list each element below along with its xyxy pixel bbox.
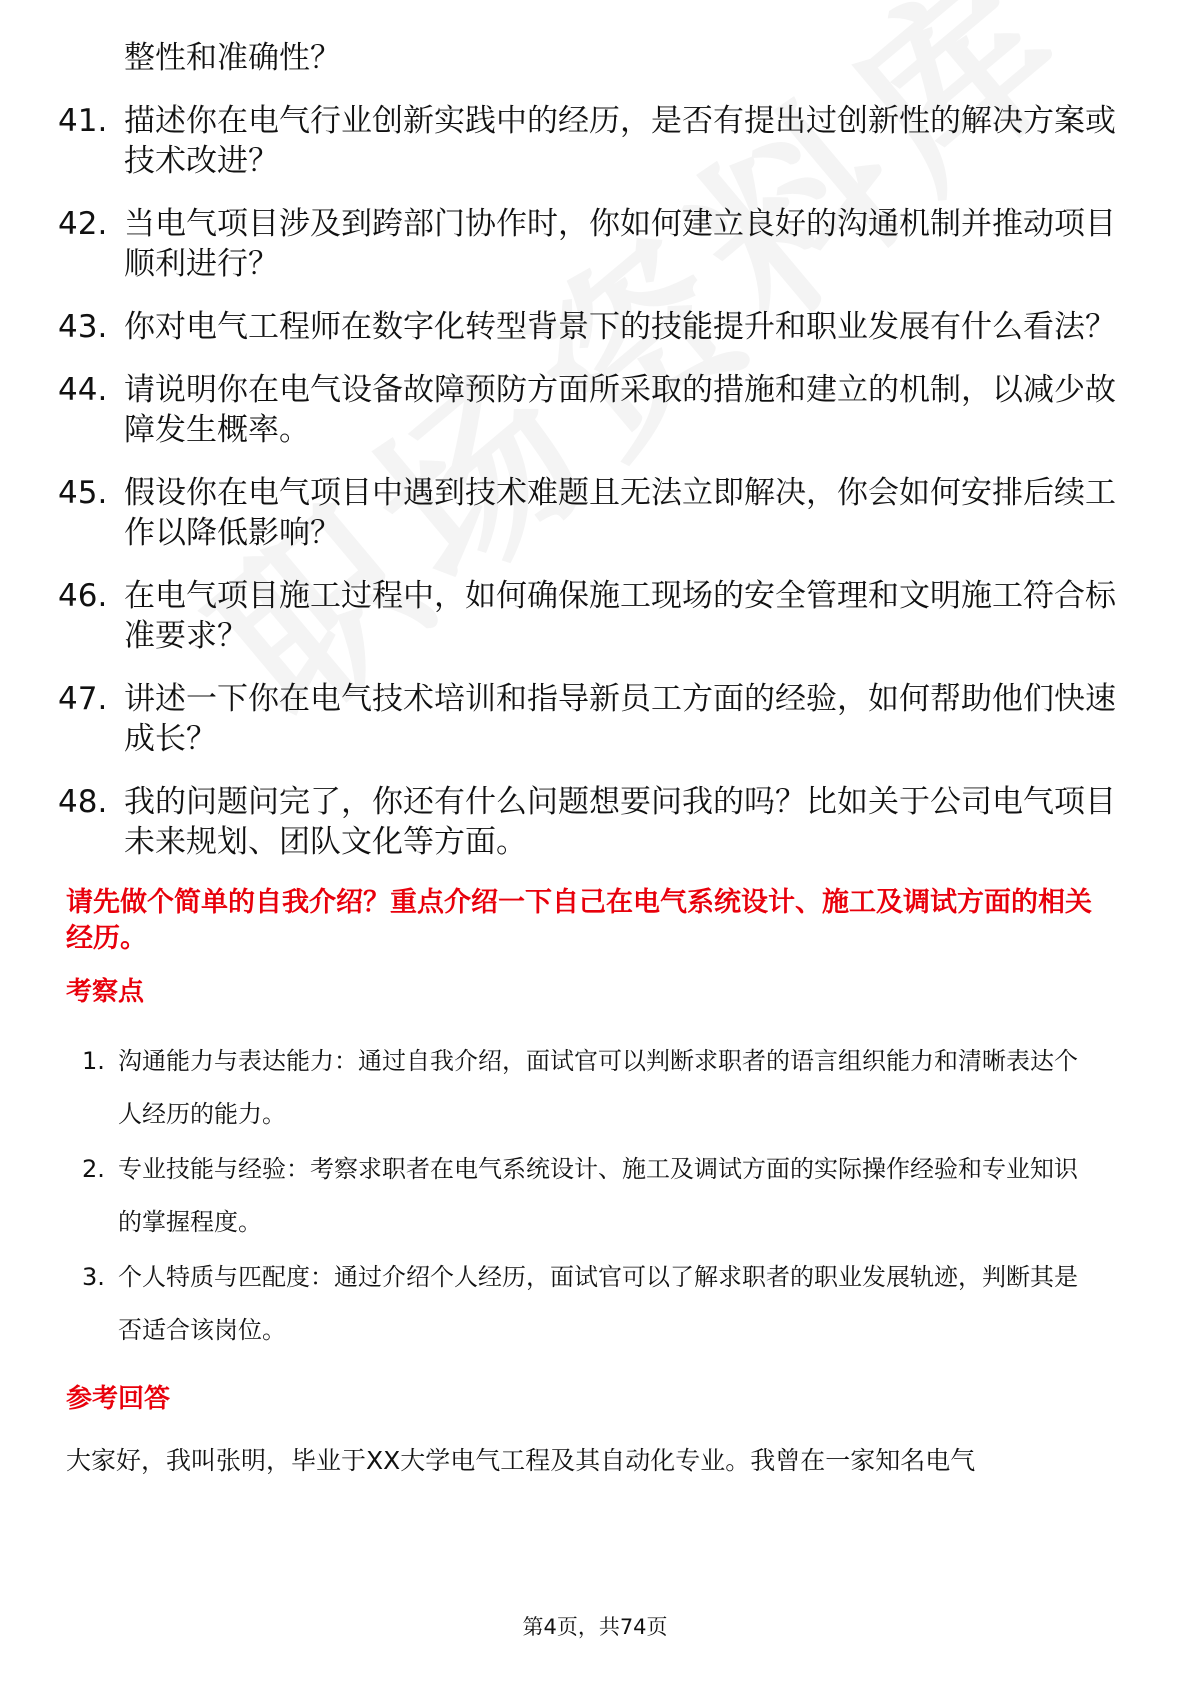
question-number: 45.: [58, 475, 108, 511]
question-text: 在电气项目施工过程中，如何确保施工现场的安全管理和文明施工符合标准要求？: [124, 578, 1116, 654]
question-text: 当电气项目涉及到跨部门协作时，你如何建立良好的沟通机制并推动项目顺利进行？: [124, 206, 1116, 282]
focus-point-text: 沟通能力与表达能力：通过自我介绍，面试官可以判断求职者的语言组织能力和清晰表达个人经历的能力。: [118, 1047, 1078, 1128]
question-number: 48.: [58, 784, 108, 820]
focus-point-text: 专业技能与经验：考察求职者在电气系统设计、施工及调试方面的实际操作经验和专业知识的掌握程度。: [118, 1155, 1078, 1236]
question-text: 你对电气工程师在数字化转型背景下的技能提升和职业发展有什么看法？: [124, 309, 1116, 345]
question-number: 46.: [58, 578, 108, 614]
page-footer: 第4页，共74页: [522, 1615, 668, 1639]
question-item: [58, 576, 1138, 656]
question-item: [58, 38, 1138, 78]
question-item: [58, 473, 1138, 553]
focus-point: [66, 1143, 1126, 1249]
question-item: [58, 782, 1138, 862]
focus-point-number: 3.: [82, 1263, 105, 1291]
question-number: 43.: [58, 309, 108, 345]
focus-point-text: 个人特质与匹配度：通过介绍个人经历，面试官可以了解求职者的职业发展轨迹，判断其是否适合该岗位。: [118, 1263, 1078, 1344]
focus-point: [66, 1035, 1126, 1141]
question-number: 47.: [58, 681, 108, 717]
question-text: 假设你在电气项目中遇到技术难题且无法立即解决，你会如何安排后续工作以降低影响？: [124, 475, 1116, 551]
question-number: 44.: [58, 372, 108, 408]
question-item: [58, 679, 1138, 759]
question-item: [58, 204, 1138, 284]
answer-paragraph: 大家好，我叫张明，毕业于XX大学电气工程及其自动化专业。我曾在一家知名电气: [66, 1446, 976, 1475]
question-text: 请说明你在电气设备故障预防方面所采取的措施和建立的机制，以减少故障发生概率。: [124, 372, 1116, 448]
question-number: 41.: [58, 103, 108, 139]
question-text: 我的问题问完了，你还有什么问题想要问我的吗？比如关于公司电气项目未来规划、团队文化等方面。: [124, 784, 1116, 860]
question-item: [58, 101, 1138, 181]
question-list: [58, 38, 1138, 862]
question-number: 42.: [58, 206, 108, 242]
question-item: [58, 370, 1138, 450]
focus-point-number: 2.: [82, 1155, 105, 1183]
focus-heading: 考察点: [66, 977, 145, 1007]
question-text: 描述你在电气行业创新实践中的经历，是否有提出过创新性的解决方案或技术改进？: [124, 103, 1116, 179]
answer-heading: 参考回答: [66, 1384, 171, 1414]
question-text: 讲述一下你在电气技术培训和指导新员工方面的经验，如何帮助他们快速成长？: [124, 681, 1116, 757]
focus-point: [66, 1251, 1126, 1357]
question-item: [58, 307, 1138, 347]
focus-point-list: [66, 1035, 1126, 1357]
focus-point-number: 1.: [82, 1047, 105, 1075]
section-heading: 请先做个简单的自我介绍？重点介绍一下自己在电气系统设计、施工及调试方面的相关经历。: [66, 887, 1092, 954]
question-text: 整性和准确性？: [124, 40, 341, 76]
